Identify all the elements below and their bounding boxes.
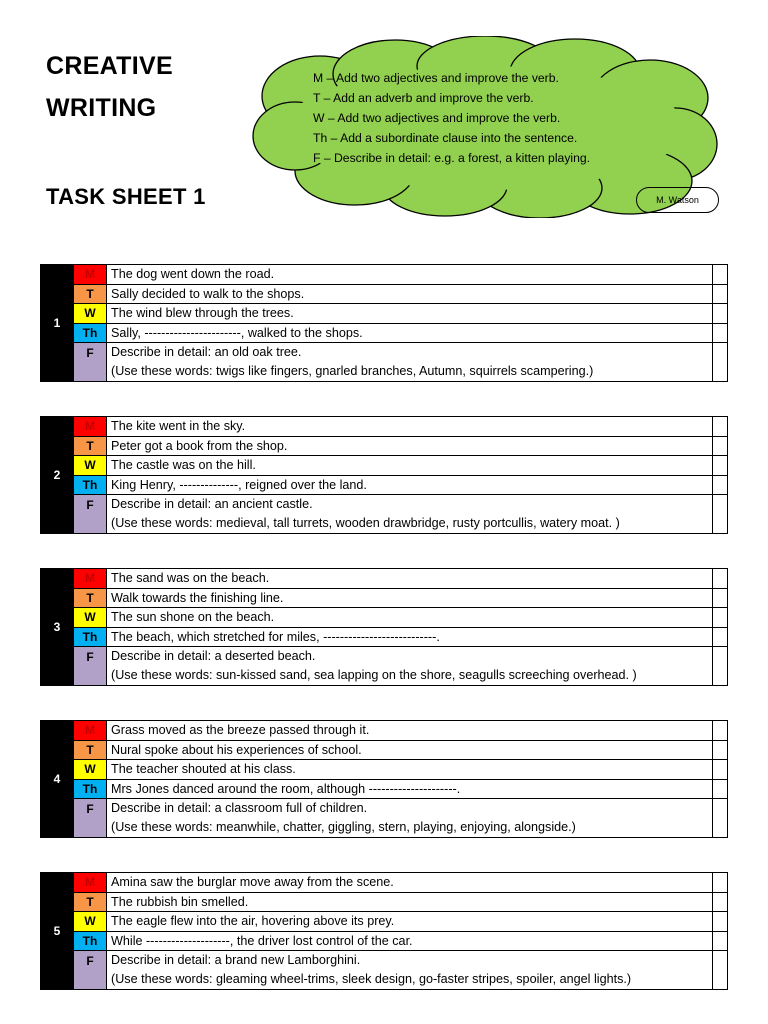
sentence-wednesday: The wind blew through the trees. bbox=[107, 304, 713, 324]
sentence-tuesday: Peter got a book from the shop. bbox=[107, 436, 713, 456]
task-table bbox=[40, 568, 728, 686]
tick-box[interactable] bbox=[713, 873, 728, 893]
table-row bbox=[41, 265, 728, 285]
day-label-friday: F bbox=[74, 951, 107, 990]
table-row bbox=[41, 417, 728, 437]
sentence-monday: The dog went down the road. bbox=[107, 265, 713, 285]
tick-box[interactable] bbox=[713, 721, 728, 741]
tick-box[interactable] bbox=[713, 284, 728, 304]
sentence-friday bbox=[107, 343, 713, 382]
sentence-tuesday: Sally decided to walk to the shops. bbox=[107, 284, 713, 304]
tick-box[interactable] bbox=[713, 740, 728, 760]
table-row bbox=[41, 912, 728, 932]
day-label-tuesday: T bbox=[74, 892, 107, 912]
table-row bbox=[41, 931, 728, 951]
table-row bbox=[41, 436, 728, 456]
friday-prompt: Describe in detail: a classroom full of children. bbox=[111, 801, 368, 815]
sentence-thursday: Mrs Jones danced around the room, although ---------------------. bbox=[107, 779, 713, 799]
day-label-monday: M bbox=[74, 569, 107, 589]
tick-box[interactable] bbox=[713, 417, 728, 437]
sentence-friday bbox=[107, 951, 713, 990]
tick-box[interactable] bbox=[713, 343, 728, 382]
sentence-monday: Grass moved as the breeze passed through it. bbox=[107, 721, 713, 741]
table-row bbox=[41, 740, 728, 760]
day-label-tuesday: T bbox=[74, 284, 107, 304]
task-block-3 bbox=[40, 568, 728, 686]
day-label-monday: M bbox=[74, 721, 107, 741]
day-label-monday: M bbox=[74, 417, 107, 437]
day-label-tuesday: T bbox=[74, 588, 107, 608]
sentence-wednesday: The sun shone on the beach. bbox=[107, 608, 713, 628]
day-label-monday: M bbox=[74, 265, 107, 285]
table-row bbox=[41, 456, 728, 476]
day-label-tuesday: T bbox=[74, 436, 107, 456]
sentence-wednesday: The castle was on the hill. bbox=[107, 456, 713, 476]
table-row bbox=[41, 475, 728, 495]
table-row bbox=[41, 892, 728, 912]
task-block-4 bbox=[40, 720, 728, 838]
table-row bbox=[41, 284, 728, 304]
day-label-friday: F bbox=[74, 647, 107, 686]
sentence-thursday: While --------------------, the driver lost control of the car. bbox=[107, 931, 713, 951]
tick-box[interactable] bbox=[713, 760, 728, 780]
instruction-thursday: Th – Add a subordinate clause into the sentence. bbox=[313, 131, 578, 145]
sentence-friday bbox=[107, 647, 713, 686]
sentence-wednesday: The eagle flew into the air, hovering above its prey. bbox=[107, 912, 713, 932]
sentence-tuesday: The rubbish bin smelled. bbox=[107, 892, 713, 912]
task-number: 2 bbox=[41, 417, 74, 534]
friday-prompt: Describe in detail: a deserted beach. bbox=[111, 649, 316, 663]
sentence-monday: The sand was on the beach. bbox=[107, 569, 713, 589]
table-row bbox=[41, 627, 728, 647]
friday-word-bank: (Use these words: twigs like fingers, gnarled branches, Autumn, squirrels scampering.) bbox=[111, 364, 594, 378]
day-label-friday: F bbox=[74, 799, 107, 838]
day-label-friday: F bbox=[74, 495, 107, 534]
tick-box[interactable] bbox=[713, 436, 728, 456]
table-row bbox=[41, 323, 728, 343]
sentence-monday: Amina saw the burglar move away from the scene. bbox=[107, 873, 713, 893]
sentence-monday: The kite went in the sky. bbox=[107, 417, 713, 437]
sentence-friday bbox=[107, 495, 713, 534]
task-table bbox=[40, 416, 728, 534]
sentence-thursday: King Henry, --------------, reigned over the land. bbox=[107, 475, 713, 495]
sentence-thursday: Sally, -----------------------, walked to the shops. bbox=[107, 323, 713, 343]
table-row bbox=[41, 608, 728, 628]
friday-prompt: Describe in detail: an old oak tree. bbox=[111, 345, 302, 359]
friday-prompt: Describe in detail: a brand new Lamborghini. bbox=[111, 953, 361, 967]
day-label-wednesday: W bbox=[74, 760, 107, 780]
task-block-1 bbox=[40, 264, 728, 382]
tick-box[interactable] bbox=[713, 495, 728, 534]
task-sheet-title: TASK SHEET 1 bbox=[46, 184, 206, 209]
instruction-tuesday: T – Add an adverb and improve the verb. bbox=[313, 91, 534, 105]
tick-box[interactable] bbox=[713, 456, 728, 476]
title-line-1: CREATIVE bbox=[46, 52, 173, 80]
day-label-wednesday: W bbox=[74, 912, 107, 932]
tick-box[interactable] bbox=[713, 951, 728, 990]
task-table bbox=[40, 720, 728, 838]
table-row bbox=[41, 760, 728, 780]
tick-box[interactable] bbox=[713, 779, 728, 799]
instruction-wednesday: W – Add two adjectives and improve the verb. bbox=[313, 111, 561, 125]
tick-box[interactable] bbox=[713, 912, 728, 932]
day-label-wednesday: W bbox=[74, 304, 107, 324]
day-label-thursday: Th bbox=[74, 323, 107, 343]
tick-box[interactable] bbox=[713, 647, 728, 686]
table-row bbox=[41, 569, 728, 589]
sentence-thursday: The beach, which stretched for miles, ---------------------------. bbox=[107, 627, 713, 647]
tick-box[interactable] bbox=[713, 304, 728, 324]
tick-box[interactable] bbox=[713, 569, 728, 589]
task-number: 3 bbox=[41, 569, 74, 686]
day-label-wednesday: W bbox=[74, 456, 107, 476]
tick-box[interactable] bbox=[713, 608, 728, 628]
tick-box[interactable] bbox=[713, 323, 728, 343]
title-line-2: WRITING bbox=[46, 94, 157, 122]
instruction-monday: M – Add two adjectives and improve the verb. bbox=[313, 71, 559, 85]
task-table bbox=[40, 872, 728, 990]
task-number: 4 bbox=[41, 721, 74, 838]
day-label-monday: M bbox=[74, 873, 107, 893]
table-row bbox=[41, 304, 728, 324]
day-label-thursday: Th bbox=[74, 627, 107, 647]
day-label-thursday: Th bbox=[74, 931, 107, 951]
table-row bbox=[41, 721, 728, 741]
friday-prompt: Describe in detail: an ancient castle. bbox=[111, 497, 313, 511]
sentence-wednesday: The teacher shouted at his class. bbox=[107, 760, 713, 780]
task-number: 5 bbox=[41, 873, 74, 990]
friday-word-bank: (Use these words: gleaming wheel-trims, sleek design, go-faster stripes, spoiler, angel lights.) bbox=[111, 972, 632, 986]
task-table bbox=[40, 264, 728, 382]
tick-box[interactable] bbox=[713, 588, 728, 608]
friday-word-bank: (Use these words: sun-kissed sand, sea lapping on the shore, seagulls screeching overhead. ) bbox=[111, 668, 637, 682]
day-label-friday: F bbox=[74, 343, 107, 382]
tick-box[interactable] bbox=[713, 799, 728, 838]
author-badge: M. Watson bbox=[636, 187, 719, 213]
tick-box[interactable] bbox=[713, 475, 728, 495]
day-label-tuesday: T bbox=[74, 740, 107, 760]
sentence-friday bbox=[107, 799, 713, 838]
day-label-thursday: Th bbox=[74, 779, 107, 799]
task-block-2 bbox=[40, 416, 728, 534]
friday-word-bank: (Use these words: medieval, tall turrets, wooden drawbridge, rusty portcullis, watery moat. ) bbox=[111, 516, 620, 530]
tick-box[interactable] bbox=[713, 265, 728, 285]
day-label-wednesday: W bbox=[74, 608, 107, 628]
cloud-instructions bbox=[313, 68, 590, 168]
tick-box[interactable] bbox=[713, 892, 728, 912]
sentence-tuesday: Nural spoke about his experiences of school. bbox=[107, 740, 713, 760]
task-block-5 bbox=[40, 872, 728, 990]
instruction-friday: F – Describe in detail: e.g. a forest, a kitten playing. bbox=[313, 151, 591, 165]
table-row bbox=[41, 588, 728, 608]
sentence-tuesday: Walk towards the finishing line. bbox=[107, 588, 713, 608]
task-number: 1 bbox=[41, 265, 74, 382]
tick-box[interactable] bbox=[713, 627, 728, 647]
tick-box[interactable] bbox=[713, 931, 728, 951]
day-label-thursday: Th bbox=[74, 475, 107, 495]
table-row bbox=[41, 873, 728, 893]
table-row bbox=[41, 779, 728, 799]
friday-word-bank: (Use these words: meanwhile, chatter, giggling, stern, playing, enjoying, alongside.) bbox=[111, 820, 576, 834]
